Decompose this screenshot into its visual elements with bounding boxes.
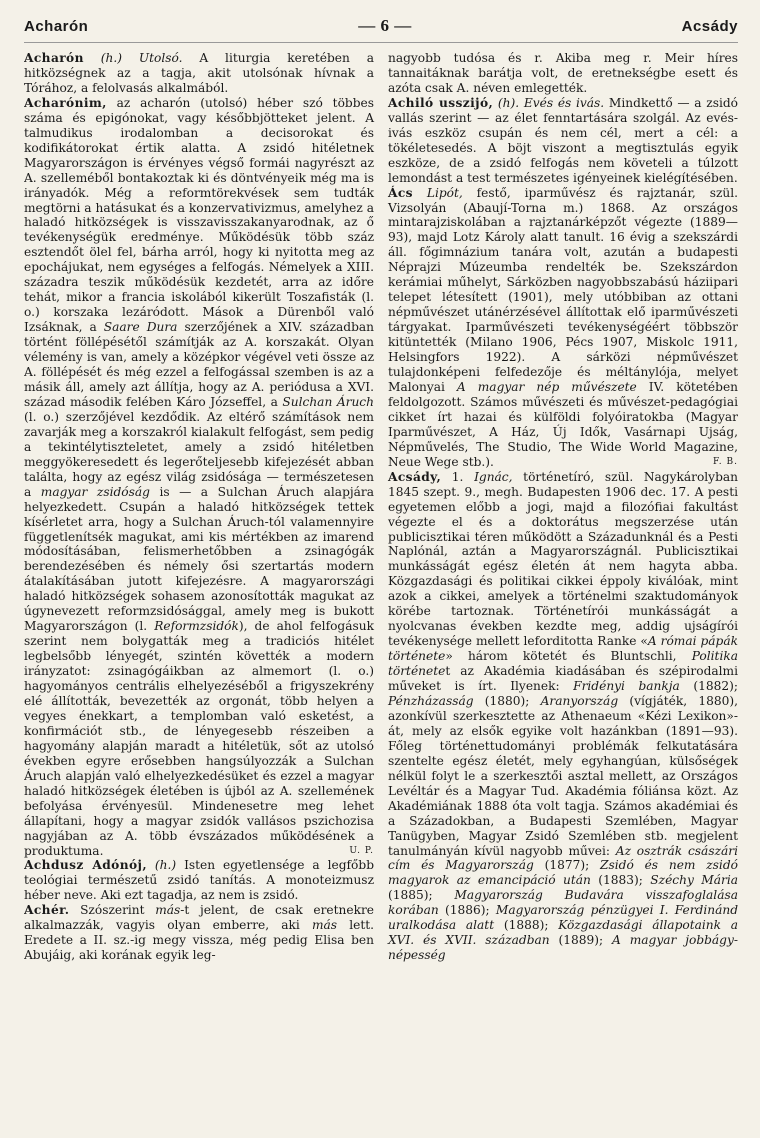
- entry-italic: Aranyország: [540, 693, 619, 708]
- entry-italic: Sulchan Áruch: [282, 394, 374, 409]
- entry-italic: Az osztrák császári cím és Magyarország: [388, 843, 738, 873]
- entry-text: Isten egyetlensége a legfőbb teológiai természetű zsidó tanítás. A monoteizmusz héber neve. Aki ezt tagadja, az nem is zsidó.: [24, 858, 374, 903]
- entry-language-tag: (h.): [100, 51, 122, 65]
- entry-text: Mindkettő — a zsidó vallás szerint — az élet fenntartására szolgál. Az evés-ivás eszköz csupán és nem cél, mert a cél: a tökéletesedés. A böjt viszont a megtisztulás egyik eszköze, de a zsidó felfogás nem követeli a túlzott lemondást a test természetes igényeinek kielégítésében.: [388, 95, 738, 185]
- entry-text: Szószerint: [69, 903, 156, 918]
- entry-headword: Achiló usszijó,: [388, 95, 494, 110]
- entry-text: (1886);: [438, 903, 496, 918]
- text-columns: [24, 51, 738, 1126]
- entry-text: » három kötetét és Bluntschli,: [445, 649, 692, 664]
- entry-italic: Magyarország pénzügyei I. Ferdinánd uralkodása alatt: [388, 903, 738, 933]
- entry-headword: Acharón: [24, 51, 84, 65]
- entry-text: nagyobb tudósa és r. Akiba meg r. Meir híres tannaitáknak barátja volt, de eretnekségbe esett és azóta csak A. néven emlegették.: [388, 51, 738, 95]
- entry-italic: Politika története: [388, 649, 738, 679]
- entry-italic: Reformzsidók: [154, 619, 239, 634]
- entry-language-tag: (h.): [154, 858, 177, 873]
- entry-acher: [24, 903, 374, 963]
- entry-acharon: [24, 51, 374, 96]
- entry-text: ), de ahol felfogásuk szerint nem bolygatták meg a tradiciós hitélet legbelsőbb lényegét, szintén követték a modern irányzatot: zsinagógáikban az almemort (l. o.) hagyományos centrális elhelyezéséből a frigyszekrény elé állították, bevezették az orgonát, több helyen a vegyes énekkart, a templomban való esketést, a konfirmációt stb., de lényegesebb részeiben a hagyomány alapján maradt a hitéletük, sőt az utolsó években egyre erősebben hangsúlyozzák a Sulchan Áruch alapján való elhelyezkedésüket és ezzel a magyar haladó hitközségek életében is újból az A. szellemének befolyása érvényesül. Mindenesetre meg lehet állapítani, hogy a magyar zsidók vallásos pszichozisa nagyjában az A. több évszázados működésének a produktuma.: [24, 619, 374, 858]
- entry-text: (vígjáték, 1880), azonkívül szerkesztette az Athenaeum «Kézi Lexikon»-át, mely az elsők egyike volt hazánkban (1891—93). Főleg történettudományi problémák felkutatására szentelte egész életét, mely egyhangúan, külsőségek nélkül folyt le a szerkesztői asztal mellett, az Országos Levéltár és a Magyar Tud. Akadémia fóliánsa közt. Az Akadémiának 1888 óta volt tagja. Számos akadémiai és a Századokban, a Budapesti Szemlében, Magyar Tanügyben, Magyar Zsidó Szemlében stb. megjelent tanulmányán kívül nagyobb művei:: [388, 693, 738, 858]
- left-column: [24, 51, 374, 1126]
- entry-italic: Zsidó és nem zsidó magyarok az emancipáció után: [388, 858, 738, 888]
- entry-italic: más: [311, 918, 338, 933]
- entry-italic: Közgazdasági állapotaink a XVI. és XVII. században: [388, 918, 738, 948]
- header-left-headword: Acharón: [24, 18, 89, 35]
- entry-language-tag: (h).: [497, 95, 520, 110]
- entry-forename: Lipót,: [426, 185, 463, 200]
- entry-acs: [388, 186, 738, 470]
- entry-italic: Saare Dura: [103, 320, 178, 335]
- author-signature: F. B.: [712, 456, 738, 467]
- entry-text: (1882);: [679, 679, 738, 694]
- entry-text: (l. o.) szerzőjével kezdődik. Az eltérő számítások nem zavarják meg a korszakról kialakult felfogást, sem pedig a tekintélytiszteletet, amely a zsidó hitéletben meggyökeresedett és legerőteljesebb kifejezését abban találta, hogy az egész világ zsidósága — természetesen a: [24, 409, 374, 499]
- entry-italic: Széchy Mária: [650, 873, 738, 888]
- entry-text: t az Akadémia kiadásában és szépirodalmi műveket is írt. Ilyenek:: [388, 664, 738, 694]
- entry-italic: Fridényi bankja: [573, 679, 680, 694]
- entry-text: történetíró, szül. Nagykárolyban 1845 szept. 9., megh. Budapesten 1906 dec. 17. A pesti egyetemen előbb a jogi, majd a filozófiai fakultást végezte el és a doktorátus megszerzése után publicisztikai téren működött a Századunknál és a Pesti Naplónál, aztán a Magyarországnál. Publicisztikai munkásságát egész életén át nem hagyta abba. Közgazdasági és politikai cikkei éppoly kiválóak, mint azok a cikkei, amelyek a történelmi szaktudományok körébe tartoznak. Történetírói munkásságát a nyolcvanas években kezdte meg, addig ujságírói tevékenysége mellett leforditotta Ranke «: [388, 469, 738, 649]
- header-right-headword: Acsády: [681, 18, 738, 35]
- entry-italic: Magyarország Budavára visszafoglalása korában: [388, 888, 738, 918]
- entry-headword: Ács: [388, 185, 413, 200]
- entry-italic: A római pápák története: [388, 634, 738, 664]
- entry-text: szerzőjének a XIV. században történt föllépésétől számítják az A. korszakát. Olyan vélemény is van, amely a középkor végével veti össze az A. föllépését és még ezzel a felfogással szemben is az a másik áll, amely azt állítja, hogy az A. periódusa a XVI. század második felében Káro Józseffel, a: [24, 320, 375, 409]
- entry-headword: Achér.: [24, 903, 70, 918]
- entry-text: -t jelent, de csak eretnekre alkalmazzák, vagyis olyan emberre, aki: [24, 903, 374, 933]
- entry-headword: Achdusz Adónój,: [24, 858, 147, 873]
- entry-text: A liturgia keretében a hitközségnek az a tagja, akit utolsónak hívnak a Tórához, a felolvasás alkalmából.: [24, 51, 374, 95]
- entry-forename: Ignác,: [474, 469, 513, 484]
- entry-gloss: Evés és ivás.: [523, 95, 605, 110]
- entry-acher-continued: [388, 51, 738, 96]
- entry-gloss: Utolsó.: [138, 51, 183, 65]
- entry-text: (1877);: [533, 858, 601, 873]
- entry-text: (1880);: [473, 693, 541, 708]
- entry-achilo: [388, 96, 738, 186]
- entry-italic: A magyar jobbágy-népesség: [388, 933, 738, 963]
- entry-achdusz: [24, 858, 374, 903]
- entry-text: (1889);: [549, 933, 613, 948]
- running-header: [24, 16, 738, 43]
- entry-headword: Acsády,: [388, 469, 442, 484]
- author-signature: U. P.: [349, 845, 374, 856]
- entry-text: lett. Eredete a II. sz.-ig megy vissza, még pedig Elisa ben Abujáig, aki korának egyik leg-: [24, 918, 374, 963]
- entry-headword: Acharónim,: [24, 95, 107, 110]
- entry-acsady: [388, 470, 738, 963]
- entry-text: (1888);: [494, 918, 559, 933]
- entry-text: (1885);: [388, 888, 455, 903]
- entry-number: 1.: [441, 469, 475, 484]
- entry-acharonim: [24, 96, 374, 859]
- entry-text: is — a Sulchan Áruch alapjára helyezkedett. Csupán a haladó hitközségek tettek kísérletet arra, hogy a Sulchan Áruch-tól valamennyire függetlenítsék magukat, ami kis mértékben az imarend módosításában, felismerhetőbben a zsinagógák berendezésében és némely ősi szertartás modern átalakításában jutott kifejezésre. A magyarországi haladó hitközségek sohasem azonosították magukat az úgynevezett reformzsidósággal, amely meg is bukott Magyarországon (l.: [24, 484, 375, 634]
- entry-text: IV. kötetében feldolgozott. Számos művészeti és művészet-pedagógiai cikket írt hazai és külföldi folyóiratokba (Magyar Iparművészet, A Ház, Új Idők, Vasárnapi Ujság, Népművelés, The Studio, The Wide World Magazine, Neue Wege stb.).: [388, 379, 738, 469]
- entry-text: az acharón (utolsó) héber szó többes száma és epigónokat, vagy későbbjötteket jelent. A talmudikus irodalomban a decisorokat és kodifikátorokat értik alatta. A zsidó hitéletnek Magyarországon is érvényes végső formái nagyrészt az A. szelleméből bontakoztak ki és döntvényeik még ma is irányadók. Még a reformtörekvések sem tudták megtörni a hatásukat és a konzervativizmus, amelyhez a haladó hitközségek is visszavisszakanyarodnak, az ő tevékenységük eredménye. Működésük több száz esztendőt ölel fel, bárha arról, hogy ki nyitotta meg az epochájukat, nem egységes a felfogás. Némelyek a XIII. századra teszik működésük kezdetét, arra az időre tehát, mikor a francia iskolából kikerült Toszafisták (l. o.) korszaka lezáródott. Mások a Dürenből való Izsáknak, a: [24, 95, 374, 335]
- entry-italic: A magyar nép művészete: [456, 379, 637, 394]
- entry-italic: magyar zsidóság: [40, 484, 150, 499]
- entry-italic: Pénzházasság: [388, 693, 474, 708]
- entry-italic: más: [155, 903, 181, 918]
- entry-text: (1883);: [590, 873, 651, 888]
- right-column: [388, 51, 738, 1126]
- entry-text: festő, iparművész és rajztanár, szül. Vizsolyán (Abaují-Torna m.) 1868. Az országos mintarajziskolában a rajztanárképzőt végezte (1889—93), majd Lotz Károly alatt tanult. 16 évig a szekszárdi áll. főgimnázium tanára volt, azután a budapesti Néprajzi Múzeumba rendelték be. Szekszárdon kerámiai műhelyt, Sárközben nagyobbszabású háziipari telepet létesített (1901), mely utóbbiban az ottani népművészet utánérzésével állítottak elő iparművészeti tárgyakat. Iparművészeti tevékenységéért többször kitüntették (Milano 1906, Pécs 1907, Miskolc 1911, Helsingfors 1922). A sárközi népművészet tulajdonképeni felfedezője és méltánylója, melyet Malonyai: [388, 185, 738, 394]
- page-number: — 6 —: [358, 16, 412, 35]
